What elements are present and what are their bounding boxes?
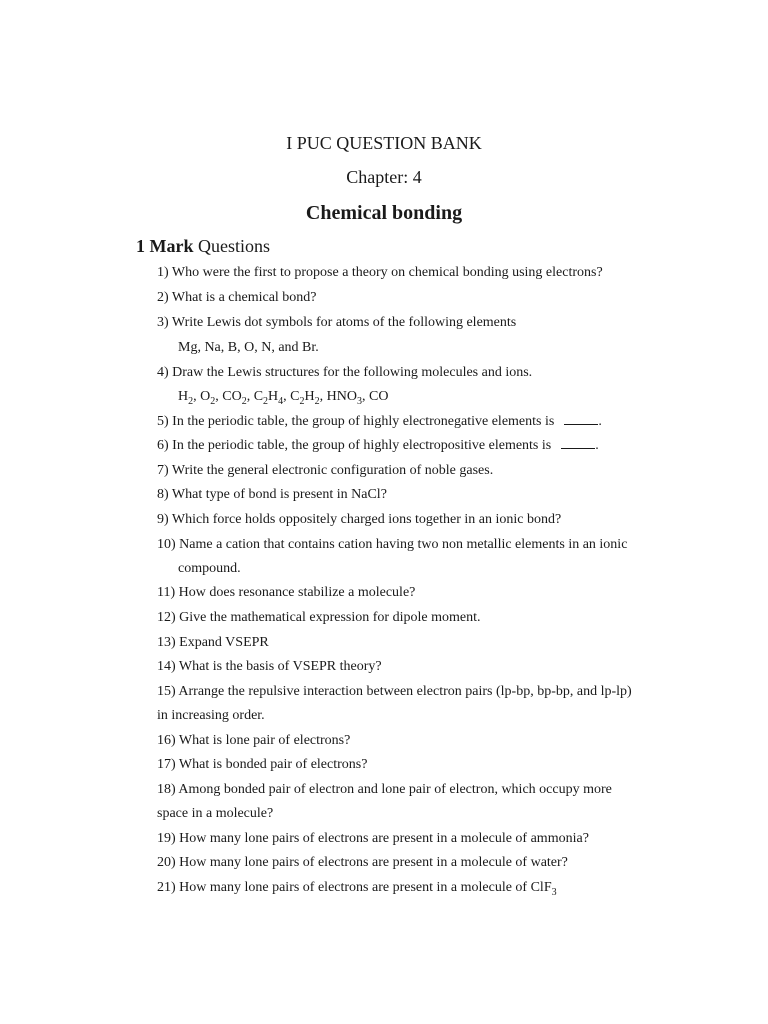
question-5-text: 5) In the periodic table, the group of highly electronegative elements is — [157, 414, 555, 429]
question-6-text: 6) In the periodic table, the group of highly electropositive elements is — [157, 438, 552, 453]
question-19: 19) How many lone pairs of electrons are present in a molecule of ammonia? — [157, 831, 589, 846]
question-4: 4) Draw the Lewis structures for the following molecules and ions. — [157, 365, 533, 380]
question-4-formulas: $H_2$, $O_2$, $CO_2$, $C_2H_4$, $C_2H_2$, $HNO_3$, CO — [178, 389, 389, 407]
question-17: 17) What is bonded pair of electrons? — [157, 757, 368, 772]
question-8: 8) What type of bond is present in NaCl? — [157, 487, 387, 502]
question-15-continued: in increasing order. — [157, 708, 265, 723]
question-5 — [157, 412, 602, 432]
question-12: 12) Give the mathematical expression for dipole moment. — [157, 610, 481, 625]
blank-period: . — [595, 438, 599, 453]
question-3-elements: Mg, Na, B, O, N, and Br. — [178, 340, 319, 355]
question-7: 7) Write the general electronic configuration of noble gases. — [157, 463, 494, 478]
question-20: 20) How many lone pairs of electrons are present in a molecule of water? — [157, 855, 568, 870]
document-title: I PUC QUESTION BANK — [286, 133, 482, 153]
question-16: 16) What is lone pair of electrons? — [157, 733, 351, 748]
question-10-continued: compound. — [178, 561, 241, 576]
question-11: 11) How does resonance stabilize a molecule? — [157, 585, 416, 600]
question-1: 1) Who were the first to propose a theory on chemical bonding using electrons? — [157, 265, 603, 280]
fill-blank — [561, 436, 595, 449]
blank-period: . — [598, 414, 602, 429]
section-marks: 1 Mark — [136, 236, 194, 256]
question-15: 15) Arrange the repulsive interaction between electron pairs (lp-bp, bp-bp, and lp-lp) — [157, 684, 632, 699]
question-14: 14) What is the basis of VSEPR theory? — [157, 659, 382, 674]
chapter-heading: Chapter: 4 — [346, 167, 422, 187]
question-18: 18) Among bonded pair of electron and lone pair of electron, which occupy more — [157, 782, 612, 797]
question-21: 21) How many lone pairs of electrons are present in a molecule of ClF$_3$ — [157, 880, 557, 898]
question-10: 10) Name a cation that contains cation having two non metallic elements in an ionic — [157, 537, 628, 552]
question-2: 2) What is a chemical bond? — [157, 290, 317, 305]
question-6 — [157, 436, 599, 456]
section-heading — [136, 233, 270, 259]
question-3: 3) Write Lewis dot symbols for atoms of the following elements — [157, 315, 517, 330]
question-18-continued: space in a molecule? — [157, 806, 274, 821]
fill-blank — [564, 412, 598, 425]
question-13: 13) Expand VSEPR — [157, 635, 269, 650]
question-9: 9) Which force holds oppositely charged ions together in an ionic bond? — [157, 512, 562, 527]
section-label: Questions — [193, 236, 270, 256]
topic-heading: Chemical bonding — [305, 202, 463, 224]
